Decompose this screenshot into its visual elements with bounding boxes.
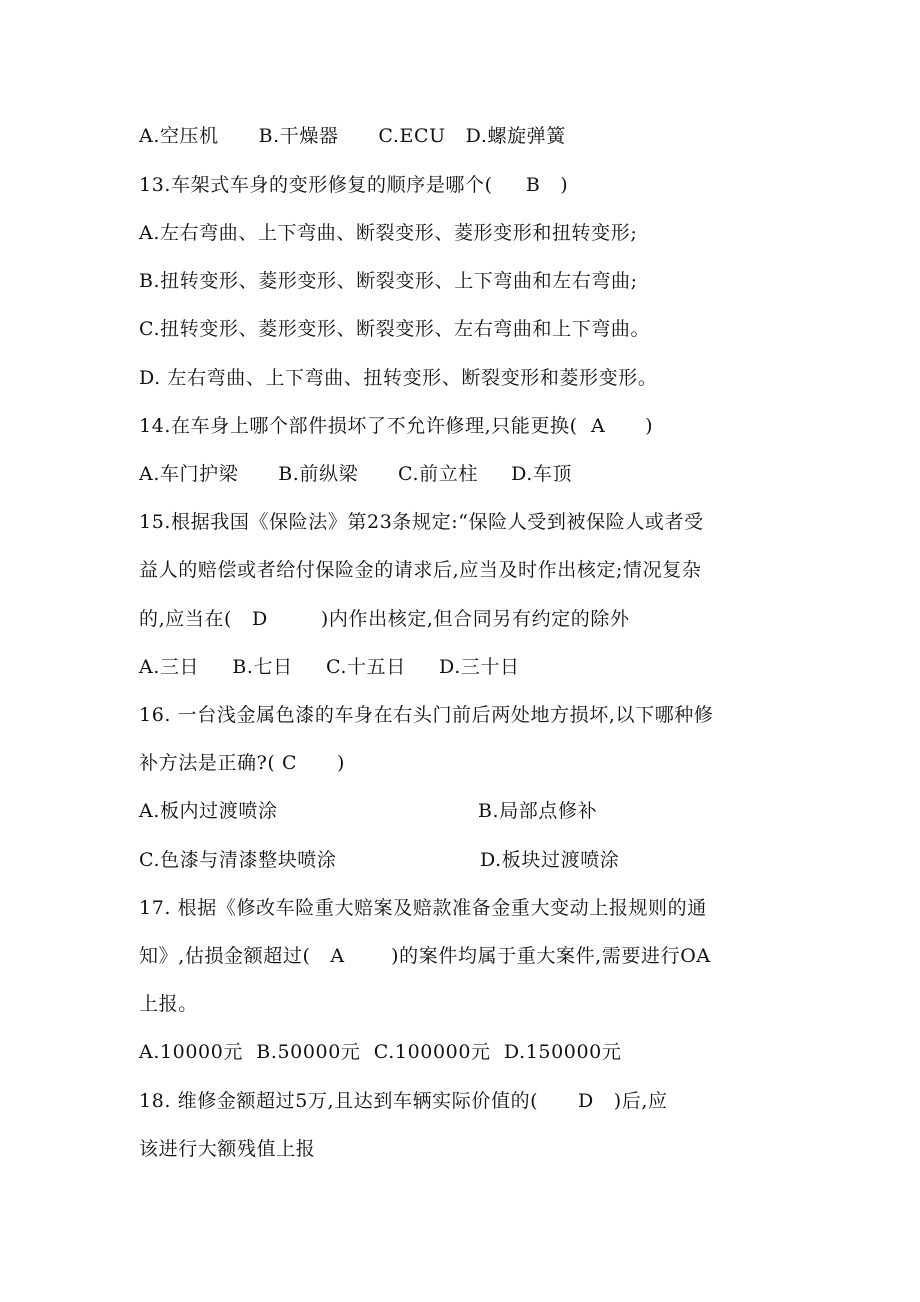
q18-question-line-1: 18. 维修金额超过5万,且达到车辆实际价值的( D )后,应 [139,1090,668,1112]
q16-option-c: C.色漆与清漆整块喷涂 [139,849,337,871]
q14-options: A.车门护梁 B.前纵梁 C.前立柱 D.车顶 [139,463,573,485]
q17-options: A.10000元 B.50000元 C.100000元 D.150000元 [139,1041,622,1063]
q13-option-a: A.左右弯曲、上下弯曲、断裂变形、菱形变形和扭转变形; [139,222,638,244]
q16-question-line-2: 补方法是正确?( C ) [139,752,346,774]
q13-question: 13.车架式车身的变形修复的顺序是哪个( B ) [139,174,569,196]
q15-question-line-3: 的,应当在( D )内作出核定,但合同另有约定的除外 [139,608,630,630]
q17-question-line-3: 上报。 [139,993,198,1015]
q16-option-d: D.板块过渡喷涂 [480,849,620,871]
q12-options: A.空压机 B.干燥器 C.ECU D.螺旋弹簧 [139,125,566,147]
q16-question-line-1: 16. 一台浅金属色漆的车身在右头门前后两处地方损坏,以下哪种修 [139,704,714,726]
q13-option-b: B.扭转变形、菱形变形、断裂变形、上下弯曲和左右弯曲; [139,270,638,292]
q13-option-c: C.扭转变形、菱形变形、断裂变形、左右弯曲和上下弯曲。 [139,318,651,340]
q16-option-a: A.板内过渡喷涂 [139,800,278,822]
q17-question-line-1: 17. 根据《修改车险重大赔案及赔款准备金重大变动上报规则的通 [139,897,707,919]
q15-question-line-1: 15.根据我国《保险法》第23条规定:“保险人受到被保险人或者受 [139,511,704,533]
q18-question-line-2: 该进行大额残值上报 [139,1138,316,1160]
q15-options: A.三日 B.七日 C.十五日 D.三十日 [139,656,520,678]
q17-question-line-2: 知》,估损金额超过( A )的案件均属于重大案件,需要进行OA [139,945,711,967]
q14-question: 14.在车身上哪个部件损坏了不允许修理,只能更换( A ) [139,415,654,437]
q13-option-d: D. 左右弯曲、上下弯曲、扭转变形、断裂变形和菱形变形。 [139,367,658,389]
q15-question-line-2: 益人的赔偿或者给付保险金的请求后,应当及时作出核定;情况复杂 [139,559,702,581]
q16-option-b: B.局部点修补 [478,800,598,822]
